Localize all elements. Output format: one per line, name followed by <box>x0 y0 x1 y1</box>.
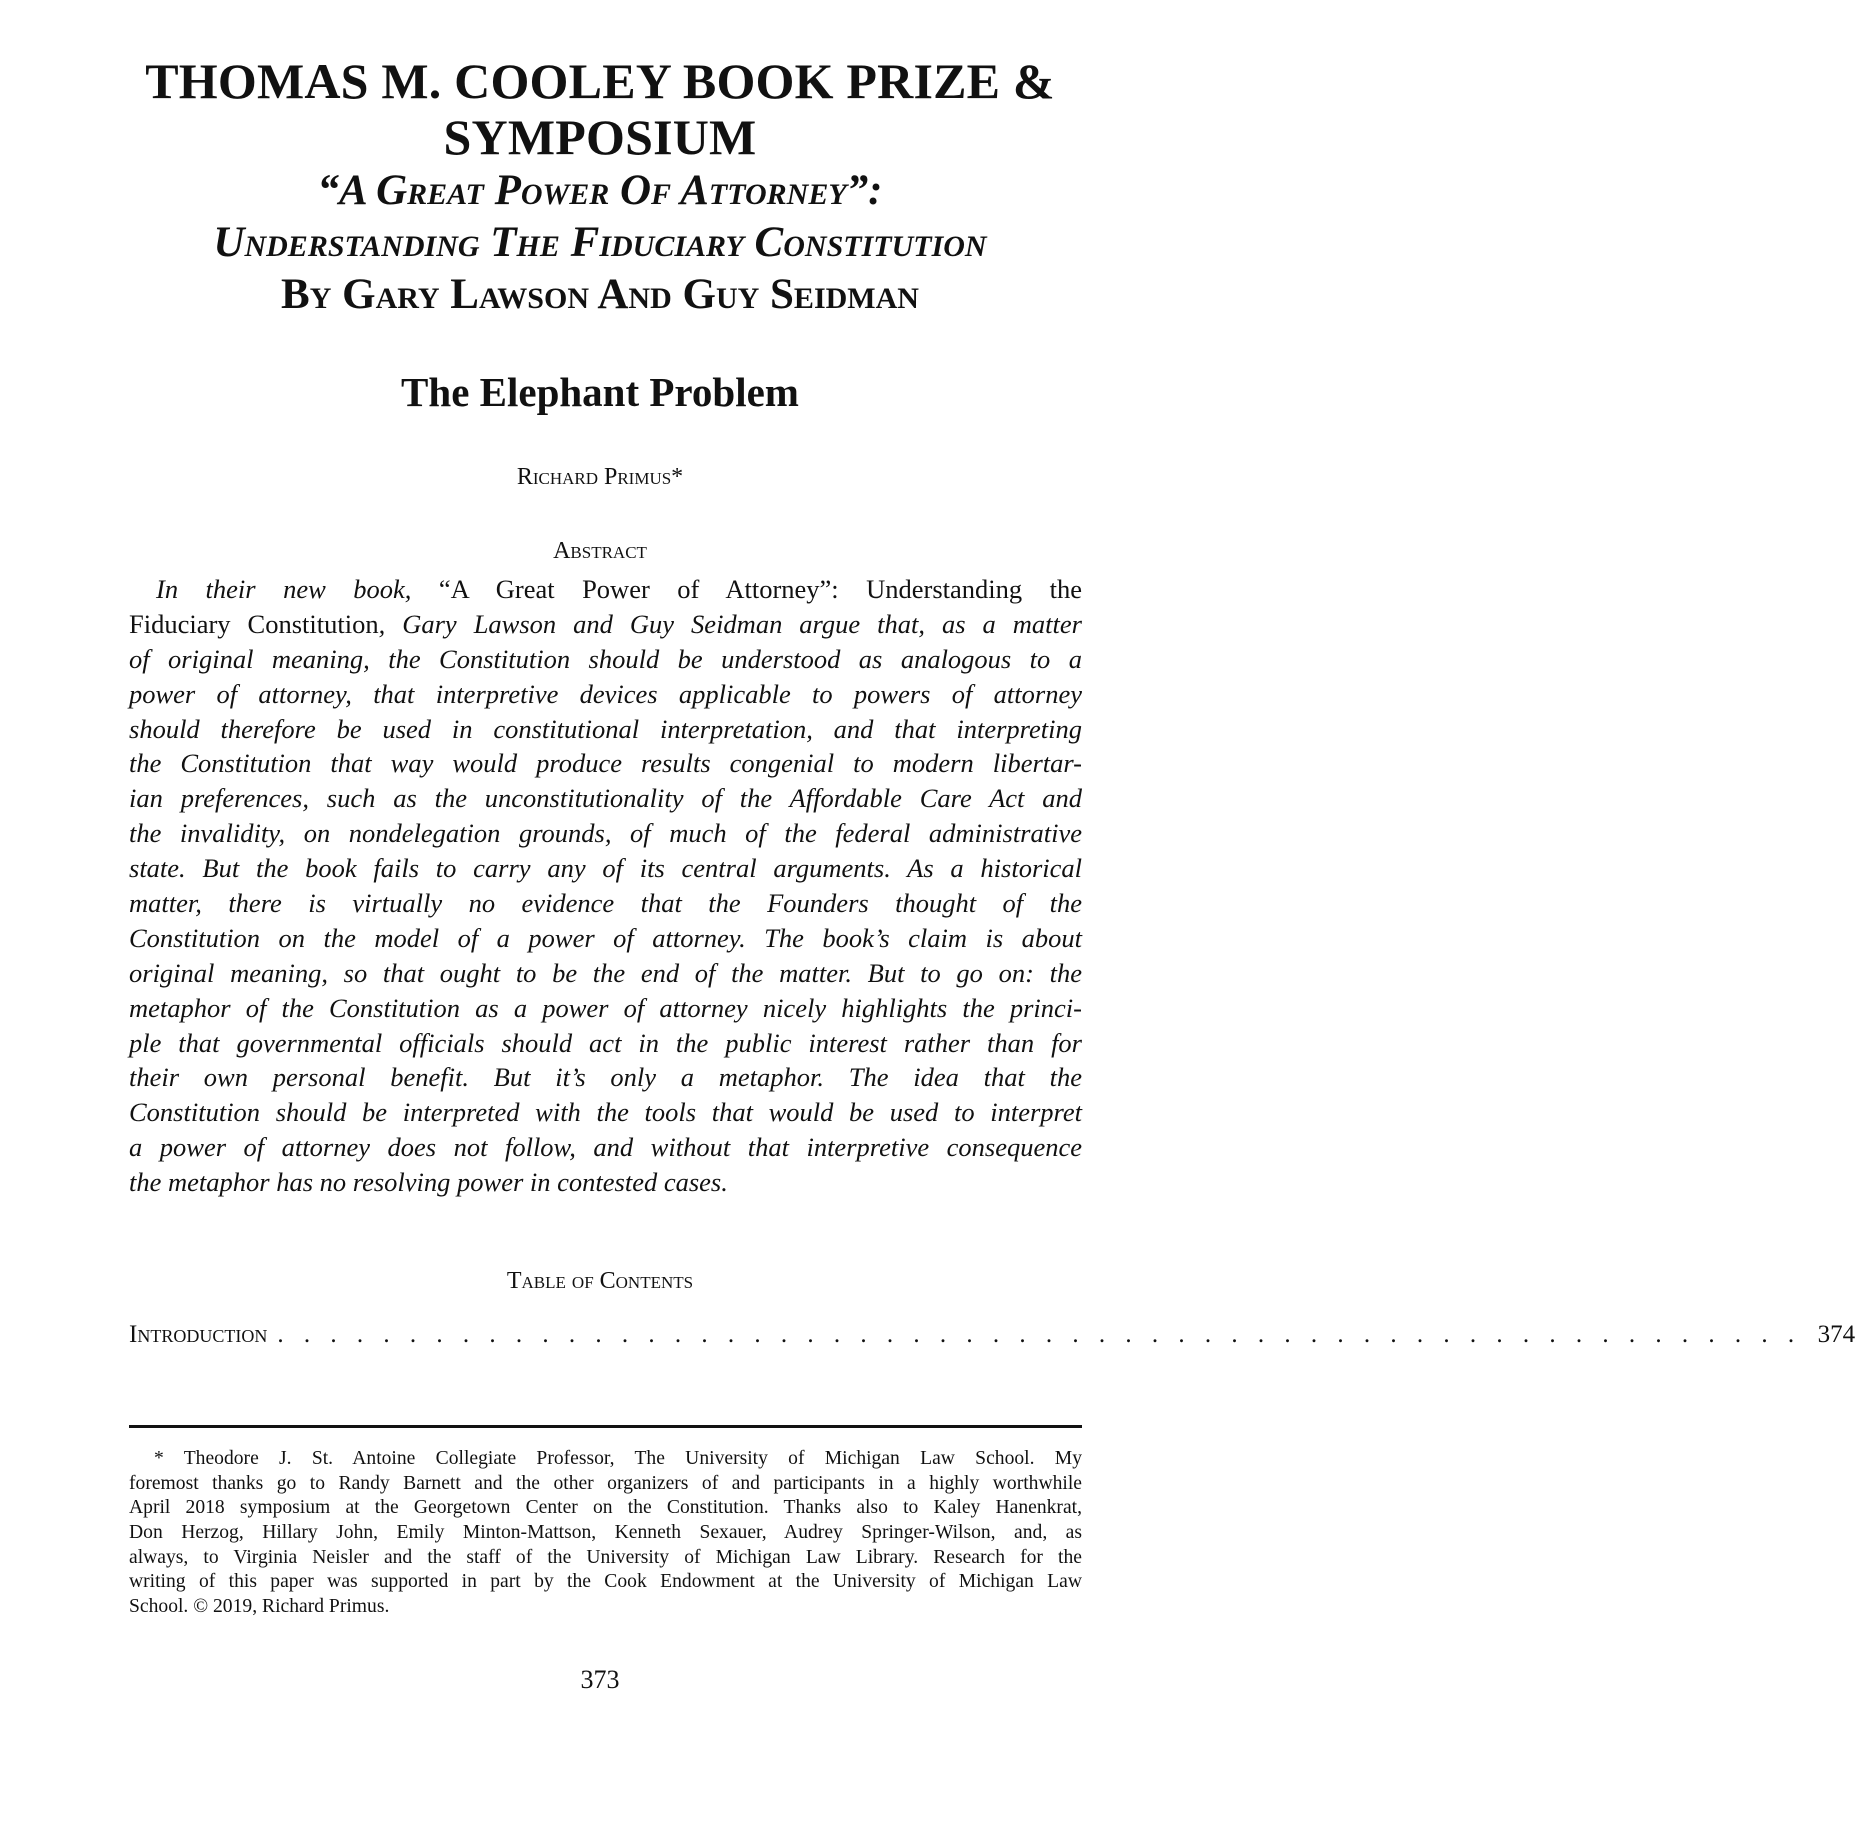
abstract-line <box>129 572 1082 607</box>
abstract-body <box>129 572 1082 1200</box>
abstract-heading: Abstract <box>553 538 647 564</box>
abstract-line: the metaphor has no resolving power in contested cases. <box>129 1167 728 1198</box>
abstract-line-part: In their new book, <box>156 574 439 604</box>
abstract-line-part: , Gary Lawson and Guy Seidman argue that, as a matter <box>378 608 1082 639</box>
toc-leader-dots: . . . . . . . . . . . . . . . . . . . . . . . . . . . . . . . . . . . . . . . . . . . . . . . . . . . . . . . . . . <box>277 1321 1802 1348</box>
abstract-line <box>129 607 1082 642</box>
footnote-line: School. © 2019, Richard Primus. <box>129 1596 390 1618</box>
footnote-line: * Theodore J. St. Antoine Collegiate Professor, The University of Michigan Law School. My <box>154 1448 1082 1469</box>
abstract-line: the Constitution that way would produce results congenial to modern libertar- <box>129 748 1082 779</box>
abstract-line-part: “A Great Power of Attorney”: Understanding the <box>438 574 1082 604</box>
article-title: The Elephant Problem <box>401 369 799 415</box>
toc-entry-page: 374 <box>1817 1321 1855 1348</box>
article-author: Richard Primus* <box>516 464 684 490</box>
abstract-line: Constitution on the model of a power of attorney. The book’s claim is about <box>129 922 1082 953</box>
abstract-line: metaphor of the Constitution as a power of attorney nicely highlights the princi- <box>129 992 1082 1023</box>
abstract-line: their own personal benefit. But it’s only a metaphor. The idea that the <box>129 1062 1082 1093</box>
symposium-title-line-1: THOMAS M. COOLEY BOOK PRIZE & <box>145 53 1055 109</box>
abstract-line: of original meaning, the Constitution should be understood as analogous to a <box>129 643 1082 674</box>
abstract-line: ian preferences, such as the unconstitutionality of the Affordable Care Act and <box>129 783 1082 814</box>
author-footnote <box>129 1447 1082 1620</box>
book-title-line-1: “A Great Power Of Attorney”: <box>317 167 883 214</box>
footnote-separator <box>129 1425 1082 1428</box>
abstract-line: original meaning, so that ought to be the end of the matter. But to go on: the <box>129 957 1082 988</box>
page-number: 373 <box>580 1665 620 1694</box>
footnote-line: April 2018 symposium at the Georgetown Center on the Constitution. Thanks also to Kaley Hanenkrat, <box>129 1497 1082 1519</box>
symposium-title-line-2: SYMPOSIUM <box>443 109 757 165</box>
footnote-line: foremost thanks go to Randy Barnett and the other organizers of and participants in a highly worthwhile <box>129 1472 1082 1494</box>
footnote-line: Don Herzog, Hillary John, Emily Minton-Mattson, Kenneth Sexauer, Audrey Springer-Wilson, and, as <box>129 1522 1082 1544</box>
footnote-line: writing of this paper was supported in part by the Cook Endowment at the University of Michigan Law <box>129 1571 1082 1593</box>
abstract-line: ple that governmental officials should act in the public interest rather than for <box>129 1027 1082 1058</box>
abstract-line-part: Fiduciary Constitution <box>129 608 379 639</box>
toc-entry[interactable] <box>129 1318 1855 1352</box>
abstract-line: should therefore be used in constitutional interpretation, and that interpreting <box>129 713 1082 744</box>
abstract-line: power of attorney, that interpretive devices applicable to powers of attorney <box>129 678 1082 709</box>
toc-heading: Table of Contents <box>506 1268 694 1294</box>
toc-entry-label: Introduction <box>129 1321 268 1348</box>
abstract-line: Constitution should be interpreted with the tools that would be used to interpret <box>129 1097 1082 1128</box>
abstract-line: the invalidity, on nondelegation grounds, of much of the federal administrative <box>129 818 1082 849</box>
abstract-line: a power of attorney does not follow, and without that interpretive consequence <box>129 1132 1082 1163</box>
footnote-line: always, to Virginia Neisler and the staff of the University of Michigan Law Library. Research for the <box>129 1546 1082 1568</box>
abstract-line: matter, there is virtually no evidence that the Founders thought of the <box>129 888 1082 919</box>
abstract-line: state. But the book fails to carry any of its central arguments. As a historical <box>129 853 1082 884</box>
book-title-line-2: Understanding The Fiduciary Constitution <box>213 219 987 266</box>
book-authors-line: By Gary Lawson And Guy Seidman <box>281 271 919 318</box>
